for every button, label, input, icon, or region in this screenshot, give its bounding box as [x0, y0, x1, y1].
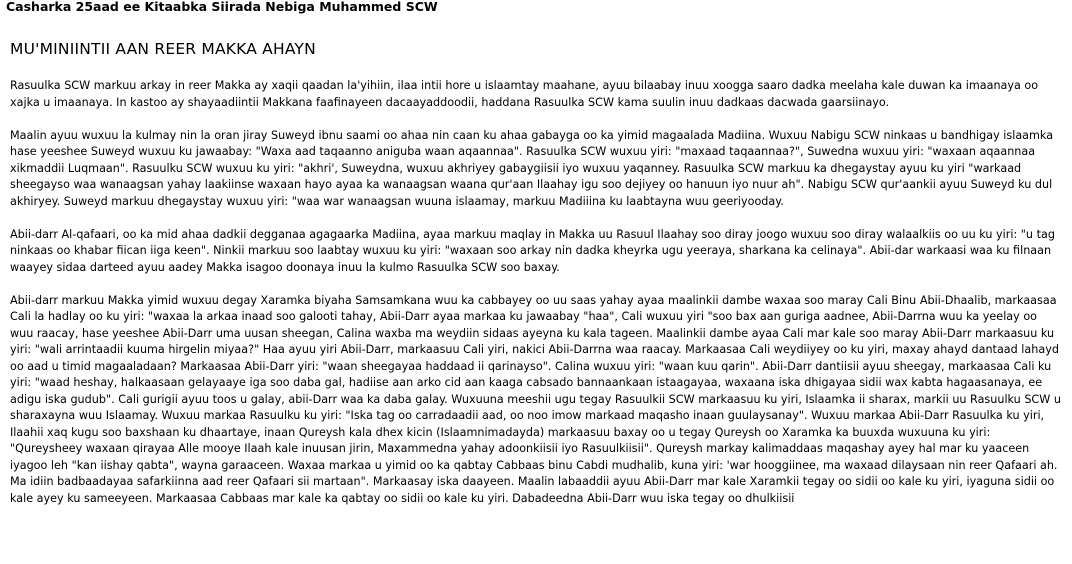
paragraph-abii-darr-intro: Abii-darr Al-qafaari, oo ka mid ahaa dadkii degganaa agagaarka Madiina, ayaa markuu maqlay in Makka uu Rasuul Ilaahay soo diray joogo wuxuu soo diray walaalkiis oo uu ku yiri: "u tag ninkaas oo khabar fiican iiga keen". Ninkii markuu soo laabtay wuxuu ku yiri: "waxaan soo arkay nin dadka kheyrka ugu yeeraya, sharkana ka celinaya". Abii-dar warkaasi waa ku filnaan waayey sidaa darteed ayuu aadey Makka isagoo doonaya inuu la kulmo Rasuulka SCW soo baxay.	[10, 227, 1055, 274]
article-body	[10, 78, 1063, 524]
paragraph-abii-darr-makka: Abii-darr markuu Makka yimid wuxuu degay Xaramka biyaha Samsamkana wuu ka cabbayey oo uu saas yahay ayaa maalinkii dambe waxaa soo maray Cali Binu Abii-Dhaalib, markaasaa Cali la hadlay oo ku yiri: "waxaa la arkaa inaad soo galooti tahay, Abii-Darr ayaa markaa ku jawaabay "haa", Cali wuxuu yiri "soo bax aan guriga aadnee, Abii-Darrna wuu ka yeelay oo wuu raacay, hase yeeshee Abii-Darr uma uusan sheegan, Calina waxba ma weydiin sidaas ayeyna ku kala tageen. Maalinkii dambe ayaa Cali mar kale soo maray Abii-Darr markaasuu ku yiri: "wali arrintaadii kuuma hirgelin miyaa?" Haa ayuu yiri Abii-Darr, markaasuu Cali yiri, nakici Abii-Darrna waa raacay. Markaasaa Cali weydiiyey oo ku yiri, maxay ahayd dantaad lahayd oo aad u timid magaaladaan? Markaasaa Abii-Darr yiri: "waan sheegayaa haddaad ii qarinayso". Calina wuxuu yiri: "waan kuu qarin". Abii-Darr dantiisii ayuu sheegay, markaasaa Cali ku yiri: "waad heshay, halkaasaan gelayaaye iga soo daba gal, hadiise aan arko cid aan kaaga cabsado bannaankaan istaagayaa, waxaana iska dhigayaa sidii wax kabta hagaasanaya, ee adigu iska gudub". Cali gurigii ayuu toos u galay, abii-Darr waa ka daba galay. Wuxuuna meeshii ugu tegay Rasuulkii SCW markaasuu ku yiri, Islaamka ii sharax, markii uu Rasuulku SCW u sharaxayna wuu Islaamay. Wuxuu markaa Rasuulku ku yiri: "Iska tag oo carradaadii aad, oo noo imow markaad maqasho inaan guulaysanay". Wuxuu markaa Abii-Darr Rasuulka ku yiri, Ilaahii xaq kugu soo baxshaan ku dhaartaye, inaan Qureysh kala dhex kicin (Islaamnimadayda) markaasuu baxay oo u tegay Qureysh oo Xaramka ka buuxda wuxuuna ku yiri: "Qureysheey waxaan qirayaa Alle mooye Ilaah kale inuusan jirin, Maxammedna yahay adoonkiisii iyo Rasuulkiisii". Qureysh markay kalimaddaas maqashay ayey hal mar ku yaaceen iyagoo leh "kan iishay qabta", wayna garaaceen. Waxaa markaa u yimid oo ka qabtay Cabbaas binu Cabdi mudhalib, kuna yiri: 'war hooggiinee, ma waxaad dilaysaan nin reer Qafaari ah. Ma idiin badbaadayaa safarkiinna aad reer Qafaari sii martaan". Markaasay iska daayeen. Maalin labaaddii ayuu Abii-Darr mar kale Xaramkii tegay oo sidii oo kale ku yiri, iyaguna sidii oo kale ayey ku sameeyeen. Markaasaa Cabbaas mar kale ka qabtay oo sidii oo kale ku yiri. Dabadeedna Abii-Darr wuu iska tegay oo dhulkiisii	[10, 293, 1061, 505]
paragraph-intro: Rasuulka SCW markuu arkay in reer Makka ay xaqii qaadan la'yihiin, ilaa intii hore u islaamtay maahane, ayuu bilaabay inuu xoogga saaro dadka meelaha kale duwan ka imaanaya oo xajka u imaanaya. In kastoo ay shayaadiintii Makkana faafinayeen dacaayaddoodii, haddana Rasuulka SCW kama suulin inuu dadkaas dacwada gaarsiinayo.	[10, 79, 1039, 109]
paragraph-suweyd: Maalin ayuu wuxuu la kulmay nin la oran jiray Suweyd ibnu saami oo ahaa nin caan ku ahaa gabayga oo ka yimid magaalada Madiina. Wuxuu Nabigu SCW ninkaas u bandhigay islaamka hase yeeshee Suweyd wuxuu ku jawaabay: "Waxa aad taqaanno aniguba waan aqaannaa". Rasuulka SCW wuxuu yiri: "maxaad taqaannaa?", Suwedna wuxuu yiri: "waxaan aqaannaa xikmaddii Luqmaan". Rasuulku SCW wuxuu ku yiri: "akhri', Suweydna, wuxuu akhriyey gabaygiisii iyo wuxuu yaqanney. Rasuulka SCW markuu ka dhegaystay ayuu ku yiri "warkaad sheegayso waa wanaagsan yahay laakiinse waxaan hayo ayaa ka wanaagsan waana qur'aan Ilaahay igu soo dejiyey oo hanuun iyo nuur ah". Nabigu SCW qur'aankii ayuu Suweyd ku dul akhiryey. Suweyd markuu dhegaystay wuxuu yiri: "waa war wanaagsan wuuna islaamay, markuu Madiiina ku laabtayna wuu geeriyooday.	[10, 128, 1054, 208]
section-heading: MU'MINIINTII AAN REER MAKKA AHAYN	[10, 40, 316, 58]
page-title: Casharka 25aad ee Kitaabka Siirada Nebiga Muhammed SCW	[6, 0, 438, 14]
